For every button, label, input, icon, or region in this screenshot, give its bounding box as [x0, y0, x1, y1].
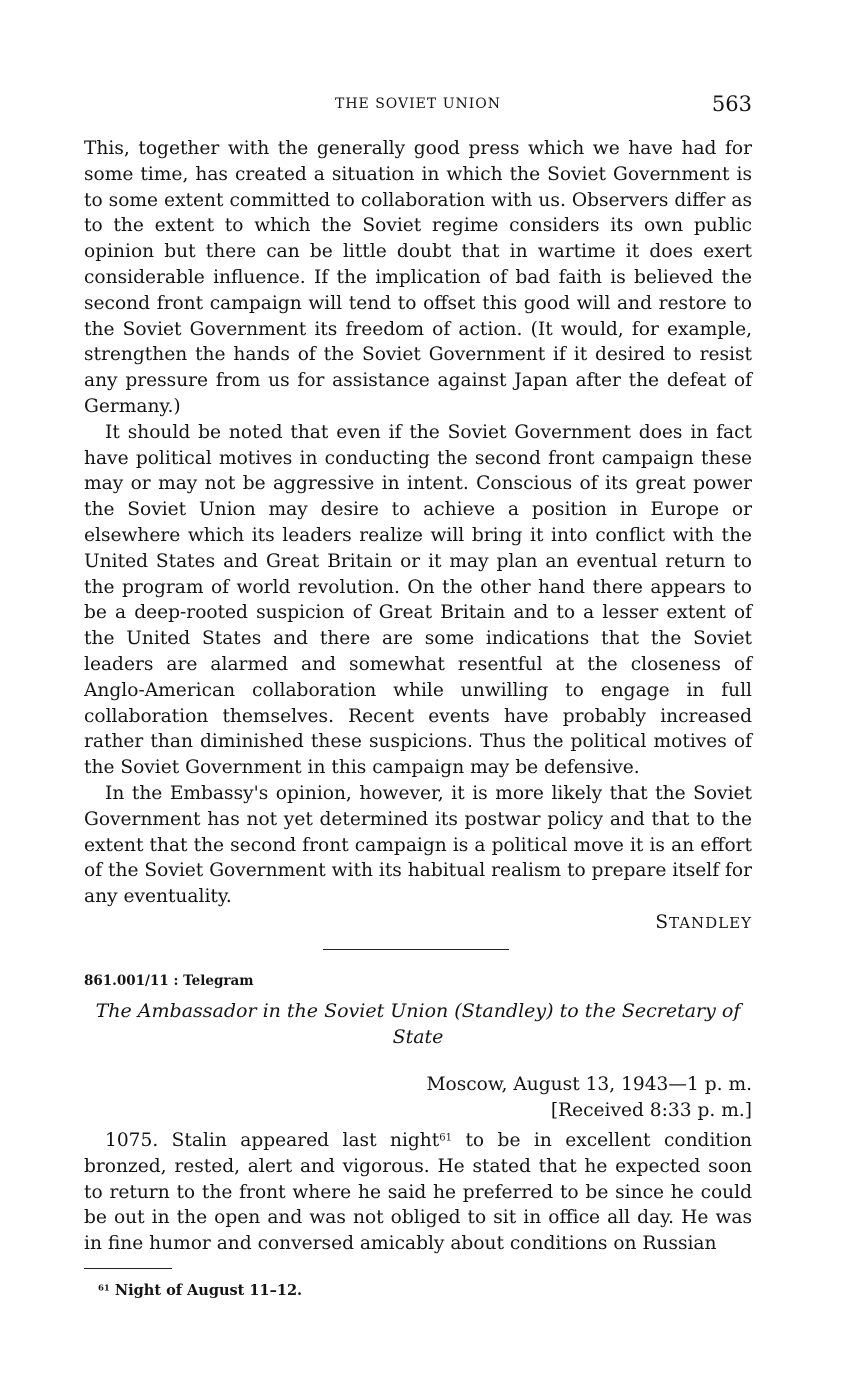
telegram-body [84, 1128, 752, 1257]
footnote-text: Night of August 11–12. [109, 1282, 303, 1299]
received-time: [Received 8:33 p. m.] [550, 1099, 752, 1121]
page-number: 563 [711, 92, 752, 116]
file-reference: 861.001/11 : Telegram [84, 973, 254, 989]
signature [655, 912, 752, 933]
running-head: THE SOVIET UNION [335, 96, 501, 112]
telegram-text-part2: to be in excellent condition bronzed, rested, alert and vigorous. He stated that he expected soon to return to the front where he said he preferred to be since he could be out in the open and was not obliged to sit in office all day. He was in fine humor and conversed amicably about conditions on Russian [84, 1130, 752, 1255]
paragraph-1: This, together with the generally good press which we have had for some time, has created a situation in which the Soviet Government is to some extent committed to collaboration with us. Observers differ as to the extent to which the Soviet regime considers its own public opinion but there can be little doubt that in wartime it does exert considerable influence. If the implication of bad faith is believed the second front campaign will tend to offset this good will and restore to the Soviet Government its freedom of action. (It would, for example, strengthen the hands of the Soviet Government if it desired to resist any pressure from us for assistance against Japan after the defeat of Germany.) [84, 138, 752, 417]
telegram-paragraph [84, 1128, 752, 1257]
footnote-reference: 61 [439, 1132, 452, 1144]
dateline-place-date: Moscow, August 13, 1943—1 p. m. [426, 1074, 752, 1095]
body-text [84, 136, 752, 910]
section-divider [323, 949, 509, 950]
signature-initial: S [655, 912, 670, 933]
paragraph-3: In the Embassy's opinion, however, it is more likely that the Soviet Government has not yet determined its postwar policy and that to the extent that the second front campaign is a political move it is an effort of the Soviet Government with its habitual realism to prepare itself for any eventuality. [84, 782, 752, 908]
document-title: The Ambassador in the Soviet Union (Standley) to the Secretary of State [95, 1000, 741, 1048]
paragraph-2: It should be noted that even if the Soviet Government does in fact have political motives in conducting the second front campaign these may or may not be aggressive in intent. Conscious of its great power the Soviet Union may desire to achieve a position in Europe or elsewhere which its leaders realize will bring it into conflict with the United States and Great Britain or it may plan an eventual return to the program of world revolution. On the other hand there appears to be a deep-rooted suspicion of Great Britain and to a lesser extent of the United States and there are some indications that the Soviet leaders are alarmed and somewhat resentful at the closeness of Anglo-American collaboration while unwilling to engage in full collaboration themselves. Recent events have probably increased rather than diminished these suspicions. Thus the political motives of the Soviet Government in this campaign may be defensive. [84, 421, 752, 779]
dateline [426, 1072, 752, 1124]
telegram-text-part1: 1075. Stalin appeared last night [105, 1130, 440, 1151]
footnote [98, 1282, 302, 1299]
footnote-divider [84, 1268, 172, 1269]
signature-rest: TANDLEY [669, 914, 752, 932]
footnote-marker: 61 [98, 1283, 110, 1294]
page-header [84, 92, 752, 122]
